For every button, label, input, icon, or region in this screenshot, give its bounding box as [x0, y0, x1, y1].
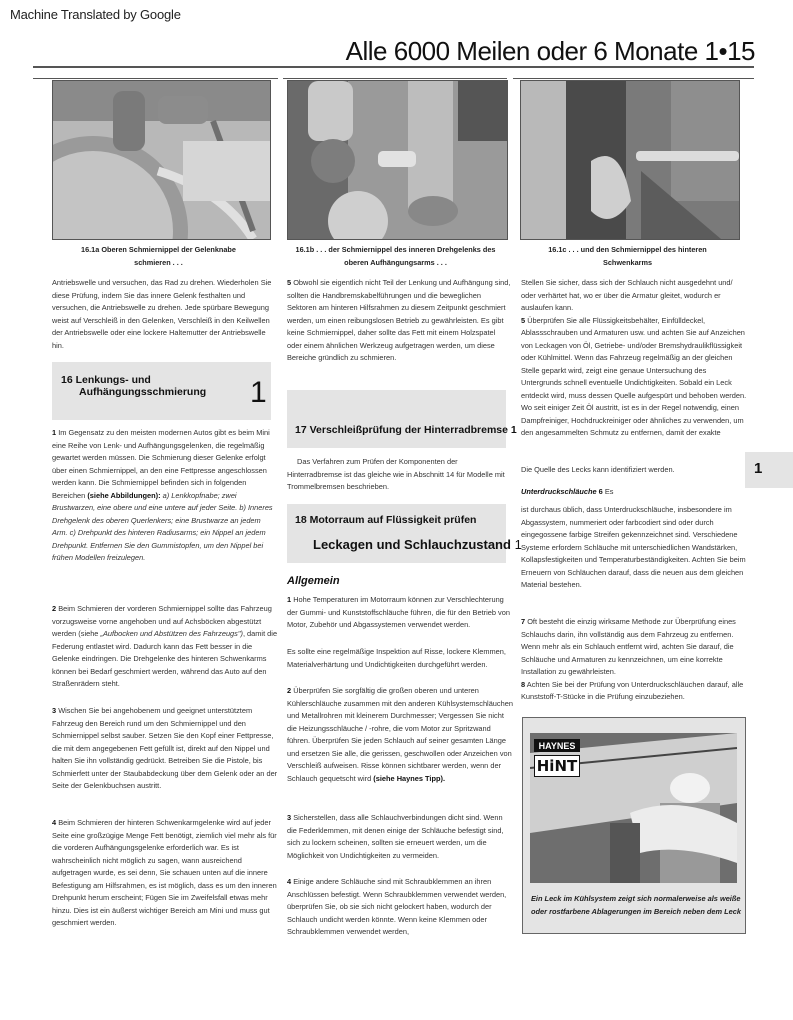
- paragraph: Das Verfahren zum Prüfen der Komponenten der Hinterradbremse ist das gleiche wie in Abschnitt 14 für Modelle mit Trommelbremsen beschrieben.: [287, 457, 505, 491]
- para-number: 1: [287, 595, 292, 604]
- para-text: Beim Schmieren der vorderen Schmiernippel sollte das Fahrzeug vorzugsweise vorne angehoben und auf Achsböcken abgestützt werden (siehe: [52, 604, 272, 638]
- col3-para-6: [521, 504, 749, 597]
- col1-intro: [52, 277, 277, 357]
- caption-line: 16.1c . . . und den Schmiernippel des hinteren: [548, 245, 707, 254]
- section-title-line1: 18 Motorraum auf Flüssigkeit prüfen: [295, 514, 477, 526]
- column-rule-2: [283, 78, 507, 79]
- para-number: 1: [52, 428, 57, 437]
- para-number: 8: [521, 679, 526, 689]
- para-number: 7: [521, 617, 526, 626]
- column-rule-3: [513, 78, 754, 79]
- paragraph: Es sollte eine regelmäßige Inspektion auf Risse, lockere Klemmen, Materialverhärtung und Undichtigkeiten durchgeführt werden.: [287, 647, 506, 669]
- section-title: Leckagen und Schlauchzustand: [313, 537, 511, 552]
- section-17-header: [287, 390, 517, 448]
- figure-16-1c-photo: [520, 80, 740, 240]
- para-text: Achten Sie bei der Prüfung von Unterdruckschläuchen darauf, alle Kunststoff-T-Stücke in die Prüfung einzubeziehen.: [521, 679, 744, 701]
- col1-para-1: [52, 427, 278, 570]
- para-text: Einige andere Schläuche sind mit Schraubklemmen an ihren Anschlüssen befestigt. Wenn Schraubklemmen verwendet werden, überprüfen Sie, ob sie sich nicht gelockert haben, wodurch der Schlauch undicht werden könnte. Wenn keine Klemmen oder Schraubklemmen verwendet werden,: [287, 877, 507, 936]
- caption-line: 16.1b . . . der Schmiernippel des inneren Drehgelenks des: [295, 245, 496, 254]
- col2-para-5: [287, 277, 511, 370]
- hint-photo: [530, 733, 737, 883]
- para-text: Überprüfen Sie alle Flüssigkeitsbehälter, Einfülldeckel, Ablassschrauben und Armaturen usw. und achten Sie auf Anzeichen von Leckagen von Öl, Getriebe- und/oder Bremshydraulikflüssigkeit oder Kühlmittel. Wenn das Fahrzeug regelmäßig an der gleichen Stelle geparkt wird, zeigt eine genaue Untersuchung des Untergrunds schnell eventuelle Undichtigkeiten. Sobald ein Leck entdeckt wird, muss dessen Quelle aufgespürt und behoben werden. Wo seit einiger Zeit Öl austritt, ist es in der Regel notwendig, einen Dampfreiniger, Hochdruckreiniger oder ähnliches zu verwenden, um den angesammelten Schmutz zu entfernen, damit der exakte: [521, 315, 747, 437]
- para-text: Beim Schmieren der hinteren Schwenkarmgelenke wird auf jeder Seite eine großzügige Menge Fett benötigt, ziemlich viel mehr als für die vorderen Aufhängungsgelenke erforderlich war. Es ist wahrscheinlich nicht möglich zu sagen, wann ausreichend aufgetragen wurde, es sei denn, Sie schauen unten auf die innere Befestigung am Hilfsrahmen, es ist möglich, dass es um den inneren Drehpunkt herum erscheint; Fügen Sie im Zweifelsfall etwas mehr hinzu. Dies ist ein äußerst wichtiger Bereich am Mini und muss gut geschmiert werden.: [52, 818, 277, 927]
- para-text: Hohe Temperaturen im Motorraum können zur Verschlechterung der Gummi- und Kunststoffschläuche führen, die für den Betrieb von Motor, Zubehör und Abgassystemen verwendet werden.: [287, 595, 510, 629]
- paragraph: ist durchaus üblich, dass Unterdruckschläuche, insbesondere im Abgassystem, nummeriert oder farbcodiert sind oder durch eingegossene farbige Streifen gekennzeichnet sind. Verschiedene Systeme erfordern Schläuche mit unterschiedlichen Wandstärken, Kollapsfestigkeiten und Temperaturbeständigkeiten. Achten Sie beim Erneuern von Schläuchen darauf, dass die neuen aus dem gleichen Material bestehen.: [521, 505, 746, 589]
- machine-translation-banner: Machine Translated by Google: [10, 7, 181, 22]
- figure-reference: (siehe Abbildungen):: [87, 490, 161, 500]
- para-number: 3: [287, 813, 292, 822]
- paragraph: Die Quelle des Lecks kann identifiziert werden.: [521, 465, 675, 474]
- section-title-line1: 16 Lenkungs- und: [61, 374, 151, 386]
- chapter-tab: [745, 452, 793, 488]
- paragraph: Stellen Sie sicher, dass sich der Schlauch nicht ausgedehnt und/ oder verhärtet hat, wo er über die Armatur gleitet, wodurch er auslaufen kann.: [521, 278, 733, 312]
- caption-line: Schwenkarms: [602, 258, 653, 267]
- para-text: Überprüfen Sie sorgfältig die großen oberen und unteren Kühlerschläuche zusammen mit den anderen Kühlsystemschläuchen und Metallrohren mit kleinerem Durchmesser; Vergessen Sie nicht die Heizungsschläuche / -rohre, die vom Motor zur Spritzwand führen. Überprüfen Sie jeden Schlauch auf seiner gesamten Länge und ersetzen Sie alle, die gerissen, geschwollen oder Anzeichen von Verschleiß aufweisen. Risse können sichtbarer werden, wenn der Schlauch gequetscht wird: [287, 686, 513, 783]
- col1-para-4: [52, 817, 278, 935]
- para-number: 6: [598, 487, 603, 496]
- col2-para-2: [287, 685, 515, 790]
- para-number: 3: [52, 706, 57, 715]
- col1-para-2: [52, 603, 278, 696]
- subheading-unterdruckschlaeuche: Unterdruckschläuche: [521, 487, 597, 496]
- chapter-number: 1: [754, 460, 763, 477]
- col3-para-5b: [521, 464, 747, 482]
- subheading-allgemein: Allgemein: [287, 575, 340, 587]
- para-text: Obwohl sie eigentlich nicht Teil der Lenkung und Aufhängung sind, sollten die Handbremskabelführungen und die beweglichen Sektoren am hinteren Hilfsrahmen zu diesem Zeitpunkt geschmiert werden, um einen reibungslosen Betrieb zu gewährleisten. Es gibt keine Schmiernippel, daher sollte das Fett mit einem Holzspatel oder einem ähnlichen Werkzeug aufgetragen werden, um diese Bereiche gründlich zu schmieren.: [287, 278, 511, 362]
- para-number: 5: [287, 278, 292, 287]
- section-title-line2: Aufhängungsschmierung: [79, 386, 207, 398]
- haynes-logo: HAYNES: [534, 739, 580, 752]
- figure-16-1a-photo: [52, 80, 271, 240]
- section-16-header: [52, 362, 271, 420]
- para-italic: a) Lenkkopfnabe; zwei Brustwarzen, eine obere und eine untere auf jeder Seite. b) Inneres Drehgelenk des oberen Querlenkers; eine Brustwarze an jedem Arm. c) Drehpunkt des hinteren Radiusarms; ein Nippel an jedem Drehpunkt. Entfernen Sie den Gummistopfen, um den Nippel bei frühen Modellen freizulegen.: [52, 490, 273, 562]
- para-text: Im Gegensatz zu den meisten modernen Autos gibt es beim Mini eine Reihe von Lenk- und Aufhängungsgelenken, die regelmäßig gewartet werden müssen. Die Schmierung dieser Gelenke erfolgt über einen Schmiernippel, an den eine Fettpresse angeschlossen werden kann. Die Schmiernippel befinden sich in folgenden Bereichen: [52, 428, 270, 500]
- para-number: 4: [287, 877, 292, 886]
- paragraph: Antriebswelle und versuchen, das Rad zu drehen. Wiederholen Sie diese Prüfung, indem Sie das innere Gelenk festhalten und versuchen, die Antriebswelle zu drehen. Jede spürbare Bewegung weist auf Verschleiß in den Gelenken, Verschleiß in den Keilwellen der Antriebswelle oder eine lockere Haltemutter der Antriebswelle hin.: [52, 278, 272, 350]
- caption-line: oberen Aufhängungsarms . . .: [344, 258, 447, 267]
- col3-para-7-8: [521, 616, 747, 709]
- col2-para-4: [287, 876, 513, 944]
- page-title: Alle 6000 Meilen oder 6 Monate 1•15: [345, 36, 755, 66]
- col2-para-1: [287, 594, 513, 637]
- para-text: Sicherstellen, dass alle Schlauchverbindungen dicht sind. Wenn die Federklemmen, mit denen einige der Schläuche befestigt sind, sich zu lockern scheinen, sollten sie erneuert werden, um die Möglichkeit von Undichtigkeiten zu vermeiden.: [287, 813, 504, 860]
- figure-16-1b-photo: [287, 80, 508, 240]
- section-number: 1: [514, 537, 522, 552]
- col1-para-3: [52, 705, 278, 798]
- section-18-header: [287, 504, 522, 563]
- para-text: Es: [604, 487, 614, 496]
- hint-reference: (siehe Haynes Tipp).: [373, 773, 446, 783]
- para-number: 5: [521, 315, 526, 325]
- col2-para-1b: [287, 646, 513, 676]
- hint-logo: HiNT: [534, 755, 580, 777]
- para-text: Oft besteht die einzig wirksame Methode zur Überprüfung eines Schlauchs darin, ihn vollständig aus dem Fahrzeug zu entfernen. Wenn mehr als ein Schlauch entfernt wird, achten Sie darauf, die Schläuche und Armaturen zu kennzeichnen, um eine korrekte Installation zu gewährleisten.: [521, 617, 736, 676]
- section-number: 1: [510, 424, 517, 436]
- section-17-title: [295, 424, 517, 436]
- col2-section17-text: [287, 456, 509, 499]
- para-text: Wischen Sie bei angehobenem und geeignet unterstütztem Fahrzeug den Bereich rund um den Schmiernippel und den Schmiernippel selbst sauber. Setzen Sie den Kopf einer Fettpresse, die mit dem angegebenen Fett gefüllt ist, direkt auf den Nippel und halten Sie ihn vollständig gedrückt. Betreiben Sie die Pistole, bis Schmierfett unter der Staubabdeckung über dem Gelenk oder an der Seite der Gelenkbuchsen austritt.: [52, 706, 278, 790]
- cross-reference: „Aufbocken und Abstützen des Fahrzeugs"): [100, 629, 243, 638]
- caption-line: 16.1a Oberen Schmiernippel der Gelenknabe: [81, 245, 236, 254]
- header-rule: [33, 66, 754, 68]
- column-rule-1: [33, 78, 278, 79]
- figure-16-1a-caption: [46, 243, 271, 269]
- figure-16-1c-caption: [515, 243, 740, 269]
- para-number: 2: [52, 604, 57, 613]
- para-text: , damit die Federung entlastet wird. Dadurch kann das Fett besser in die Gelenke eindringen. Die Drehgelenke des hinteren Schwenkarms können bei Bedarf geschmiert werden, während das Auto auf den Straßenrädern steht.: [52, 629, 278, 688]
- para-number: 2: [287, 686, 292, 695]
- caption-line: schmieren . . .: [134, 258, 183, 267]
- col3-subheading: [521, 486, 747, 504]
- para-number: 4: [52, 818, 57, 827]
- col3-intro-and-para-5: [521, 277, 747, 445]
- figure-16-1b-caption: [283, 243, 508, 269]
- section-number: 1: [250, 376, 267, 409]
- section-title: 17 Verschleißprüfung der Hinterradbremse: [295, 424, 508, 436]
- haynes-hint-box: [522, 717, 746, 934]
- section-title-line2: [313, 537, 522, 552]
- col2-para-3: [287, 812, 513, 867]
- hint-caption: Ein Leck im Kühlsystem zeigt sich normalerweise als weiße oder rostfarbene Ablagerungen im Bereich neben dem Leck: [531, 894, 742, 916]
